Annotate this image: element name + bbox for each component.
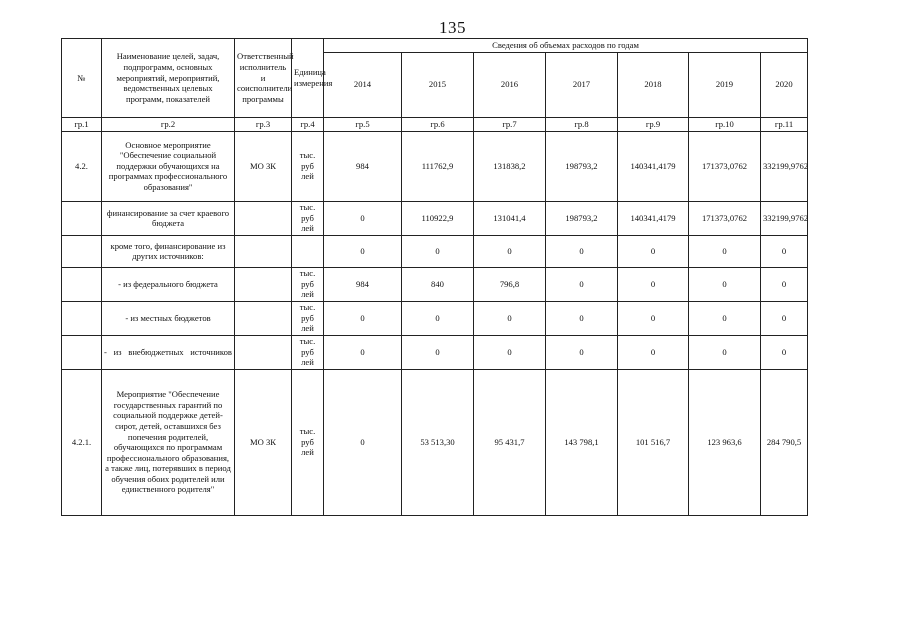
row-value: 0 (546, 335, 618, 369)
row-value: 0 (618, 335, 689, 369)
row-value: 0 (474, 301, 546, 335)
row-unit: тыс. руб лей (292, 201, 324, 235)
row-value: 0 (324, 235, 402, 267)
row-value: 0 (546, 301, 618, 335)
row-value: 0 (689, 235, 761, 267)
row-value: 171373,0762 (689, 131, 761, 201)
group-label: гр.11 (761, 117, 808, 131)
table-row (62, 369, 808, 515)
row-value: 0 (761, 267, 808, 301)
row-responsible (235, 267, 292, 301)
group-label: гр.3 (235, 117, 292, 131)
row-value: 198793,2 (546, 201, 618, 235)
row-value: 140341,4179 (618, 131, 689, 201)
row-number: 4.2.1. (62, 369, 102, 515)
row-value: 0 (689, 301, 761, 335)
row-value: 984 (324, 267, 402, 301)
year-header: 2015 (402, 52, 474, 117)
row-value: 840 (402, 267, 474, 301)
table-row (62, 235, 808, 267)
group-row (62, 117, 808, 131)
row-number (62, 235, 102, 267)
row-value: 332199,9762 (761, 201, 808, 235)
row-number (62, 267, 102, 301)
row-name: кроме того, финансирование из других источников: (102, 235, 235, 267)
row-value: 0 (324, 301, 402, 335)
row-responsible (235, 201, 292, 235)
row-value: 0 (546, 267, 618, 301)
row-value: 0 (689, 335, 761, 369)
row-number (62, 301, 102, 335)
row-value: 123 963,6 (689, 369, 761, 515)
page-number: 135 (439, 18, 466, 37)
row-responsible (235, 335, 292, 369)
row-value: 0 (546, 235, 618, 267)
row-value: 0 (618, 235, 689, 267)
table-row (62, 201, 808, 235)
row-value: 95 431,7 (474, 369, 546, 515)
row-responsible (235, 301, 292, 335)
row-responsible (235, 235, 292, 267)
row-number (62, 201, 102, 235)
row-value: 0 (618, 267, 689, 301)
group-label: гр.6 (402, 117, 474, 131)
row-unit: тыс. руб лей (292, 301, 324, 335)
row-unit: тыс. руб лей (292, 267, 324, 301)
row-value: 0 (618, 301, 689, 335)
row-value: 796,8 (474, 267, 546, 301)
group-label: гр.10 (689, 117, 761, 131)
row-value: 101 516,7 (618, 369, 689, 515)
row-value: 0 (474, 235, 546, 267)
row-value: 140341,4179 (618, 201, 689, 235)
row-value: 53 513,30 (402, 369, 474, 515)
row-value: 198793,2 (546, 131, 618, 201)
row-value: 131041,4 (474, 201, 546, 235)
unit-header: Единица измерения (292, 39, 324, 118)
group-label: гр.8 (546, 117, 618, 131)
year-header: 2017 (546, 52, 618, 117)
group-label: гр.9 (618, 117, 689, 131)
table-row (62, 335, 808, 369)
year-header: 2014 (324, 52, 402, 117)
name-header: Наименование целей, задач, подпрограмм, основных мероприятий, мероприятий, ведомственных целевых программ, показателей (102, 39, 235, 118)
header-row (62, 39, 808, 53)
row-unit: тыс. руб лей (292, 131, 324, 201)
row-value: 0 (402, 301, 474, 335)
expenses-header: Сведения об объемах расходов по годам (324, 39, 808, 53)
year-header: 2018 (618, 52, 689, 117)
table-row (62, 267, 808, 301)
row-name: финансирование за счет краевого бюджета (102, 201, 235, 235)
responsible-header: Ответственный исполнитель и соисполнители программы (235, 39, 292, 118)
row-value: 131838,2 (474, 131, 546, 201)
year-header: 2019 (689, 52, 761, 117)
row-value: 0 (402, 235, 474, 267)
group-label: гр.2 (102, 117, 235, 131)
row-value: 284 790,5 (761, 369, 808, 515)
row-value: 143 798,1 (546, 369, 618, 515)
year-header: 2016 (474, 52, 546, 117)
row-number (62, 335, 102, 369)
row-responsible: МО ЗК (235, 131, 292, 201)
row-unit (292, 235, 324, 267)
row-value: 0 (474, 335, 546, 369)
row-name: - из местных бюджетов (102, 301, 235, 335)
row-unit: тыс. руб лей (292, 369, 324, 515)
table-row (62, 131, 808, 201)
row-value: 0 (761, 301, 808, 335)
row-value: 0 (689, 267, 761, 301)
row-value: 0 (761, 235, 808, 267)
row-unit: тыс. руб лей (292, 335, 324, 369)
row-name: - из внебюджетных источников (102, 335, 235, 369)
row-value: 0 (402, 335, 474, 369)
row-value: 984 (324, 131, 402, 201)
budget-table (61, 38, 808, 516)
row-number: 4.2. (62, 131, 102, 201)
row-value: 171373,0762 (689, 201, 761, 235)
group-label: гр.5 (324, 117, 402, 131)
row-value: 0 (324, 369, 402, 515)
row-value: 0 (761, 335, 808, 369)
row-value: 0 (324, 335, 402, 369)
group-label: гр.1 (62, 117, 102, 131)
row-value: 0 (324, 201, 402, 235)
group-label: гр.7 (474, 117, 546, 131)
row-value: 111762,9 (402, 131, 474, 201)
row-responsible: МО ЗК (235, 369, 292, 515)
group-label: гр.4 (292, 117, 324, 131)
row-name: - из федерального бюджета (102, 267, 235, 301)
num-header: № (62, 39, 102, 118)
row-value: 110922,9 (402, 201, 474, 235)
table-row (62, 301, 808, 335)
year-header: 2020 (761, 52, 808, 117)
row-name: Основное мероприятие "Обеспечение социальной поддержки обучающихся на программах профессионального образования" (102, 131, 235, 201)
row-name: Мероприятие "Обеспечение государственных гарантий по социальной поддержке детей-сирот, детей, оставшихся без попечения родителей, обучающихся по программам профессионального образования, а также лиц, потерявших в период обучения обоих родителей или единственного родителя" (102, 369, 235, 515)
row-value: 332199,9762 (761, 131, 808, 201)
